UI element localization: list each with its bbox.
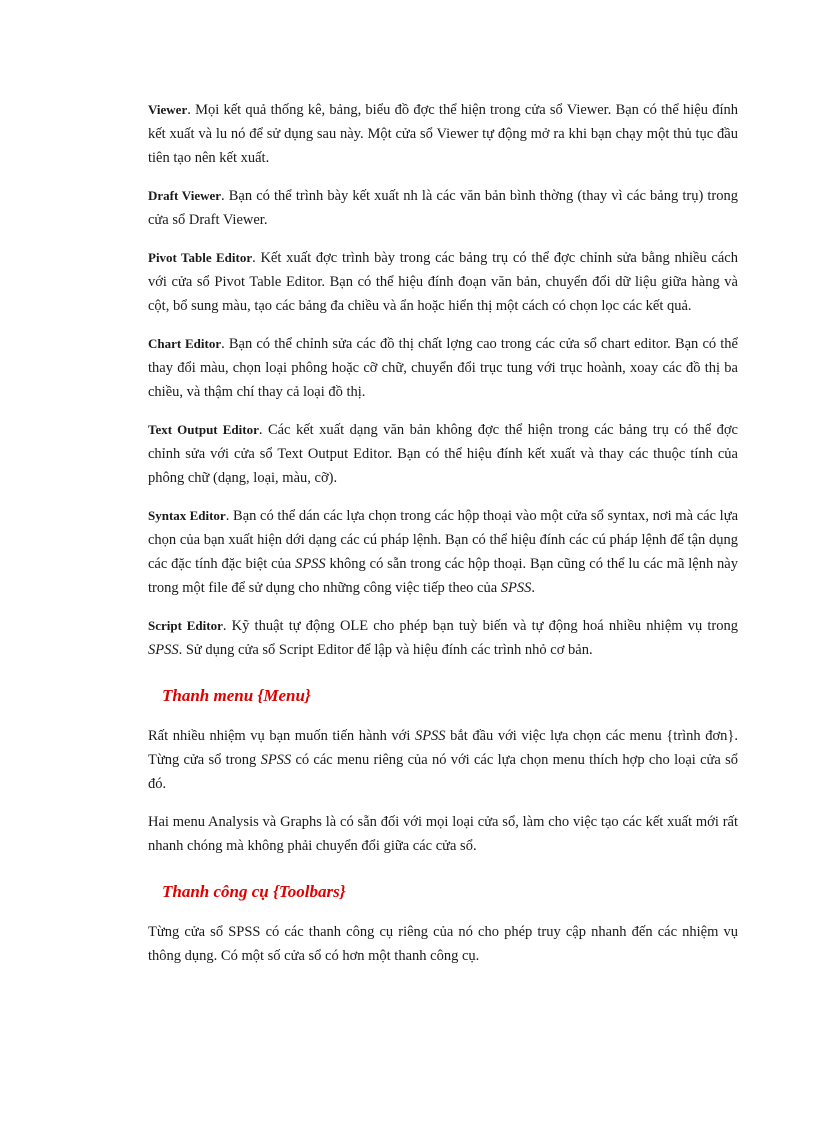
heading-menu: Thanh menu {Menu} [162, 686, 311, 705]
heading-toolbars: Thanh công cụ {Toolbars} [162, 882, 346, 901]
text-viewer: . Mọi kết quả thống kê, bảng, biểu đồ đợc thể hiện trong cửa sổ Viewer. Bạn có thể hiệu đính kết xuất và lu nó để sử dụng sau này. Một cửa sổ Viewer tự động mở ra khi bạn chạy một thủ tục đầu tiên tạo nên kết xuất. [148, 102, 738, 166]
syntax-text-1: . Bạn có thể dán các lựa chọn trong các hộp thoại vào một cửa sổ syntax, nơi mà các lựa chọn của bạn xuất hiện dới dạng các cú pháp lệnh. Bạn có thể hiệu đính các cú pháp lệnh để tận dụng các đặc tính đặc biệt của [148, 508, 739, 572]
syntax-text-3: . [531, 580, 535, 596]
document-page [148, 98, 738, 982]
spss-term: SPSS [414, 728, 446, 744]
menu-text-1: Rất nhiều nhiệm vụ bạn muốn tiến hành với [148, 728, 415, 744]
spss-term: SPSS [260, 752, 292, 768]
term-pivot-table-editor: Pivot Table Editor [148, 250, 253, 265]
paragraph-pivot-table-editor [148, 246, 738, 318]
term-draft-viewer: Draft Viewer [148, 188, 222, 203]
script-text-1: . Kỹ thuật tự động OLE cho phép bạn tuỳ biến và tự động hoá nhiều nhiệm vụ trong [222, 618, 738, 634]
paragraph-menu-1 [148, 724, 738, 796]
spss-term: SPSS [295, 556, 326, 572]
text-chart-editor: . Bạn có thể chỉnh sửa các đồ thị chất lợng cao trong các cửa sổ chart editor. Bạn có thể thay đổi màu, chọn loại phông hoặc cỡ chữ, chuyển đổi trục tung với trục hoành, xoay các đồ thị ba chiều, và thậm chí thay cả loại đồ thị. [148, 336, 738, 400]
text-text-output-editor: . Các kết xuất dạng văn bản không đợc thể hiện trong các bảng trụ có thể đợc chỉnh sửa với cửa sổ Text Output Editor. Bạn có thể hiệu đính kết xuất và thay các thuộc tính của phông chữ (dạng, loại, màu, cỡ). [148, 422, 738, 486]
text-pivot-table-editor: . Kết xuất đợc trình bày trong các bảng trụ có thể đợc chỉnh sửa bằng nhiều cách với cửa sổ Pivot Table Editor. Bạn có thể hiệu đính đoạn văn bản, chuyển đổi dữ liệu giữa hàng và cột, bổ sung màu, tạo các bảng đa chiều và ẩn hoặc hiển thị một cách có chọn lọc các kết quả. [148, 250, 738, 314]
paragraph-viewer [148, 98, 738, 170]
script-text-2: . Sử dụng cửa sổ Script Editor để lập và hiệu đính các trình nhỏ cơ bản. [178, 642, 593, 658]
paragraph-menu-2: Hai menu Analysis và Graphs là có sẵn đối với mọi loại cửa sổ, làm cho việc tạo các kết xuất mới rất nhanh chóng mà không phải chuyển đổi giữa các cửa sổ. [148, 814, 738, 854]
paragraph-chart-editor [148, 332, 738, 404]
menu-text-2: bắt đầu với việc lựa chọn các menu {trình đơn}. Từng cửa sổ trong [148, 728, 738, 768]
spss-term: SPSS [500, 580, 532, 596]
spss-term: SPSS [148, 642, 179, 658]
paragraph-script-editor [148, 614, 738, 662]
paragraph-draft-viewer [148, 184, 738, 232]
paragraph-toolbars-1: Từng cửa sổ SPSS có các thanh công cụ riêng của nó cho phép truy cập nhanh đến các nhiệm vụ thông dụng. Có một số cửa sổ có hơn một thanh công cụ. [148, 924, 738, 964]
term-syntax-editor: Syntax Editor [148, 508, 226, 523]
term-chart-editor: Chart Editor [148, 336, 222, 351]
term-viewer: Viewer [148, 102, 188, 117]
paragraph-text-output-editor [148, 418, 738, 490]
paragraph-syntax-editor [148, 504, 738, 600]
term-script-editor: Script Editor [148, 618, 223, 633]
text-draft-viewer: . Bạn có thể trình bày kết xuất nh là các văn bản bình thờng (thay vì các bảng trụ) trong cửa sổ Draft Viewer. [148, 188, 738, 228]
term-text-output-editor: Text Output Editor [148, 422, 259, 437]
menu-text-3: có các menu riêng của nó với các lựa chọn menu thích hợp cho loại cửa sổ đó. [148, 752, 739, 792]
syntax-text-2: không có sẵn trong các hộp thoại. Bạn cũng có thể lu các mã lệnh này trong một file để sử dụng cho những công việc tiếp theo của [148, 556, 738, 596]
